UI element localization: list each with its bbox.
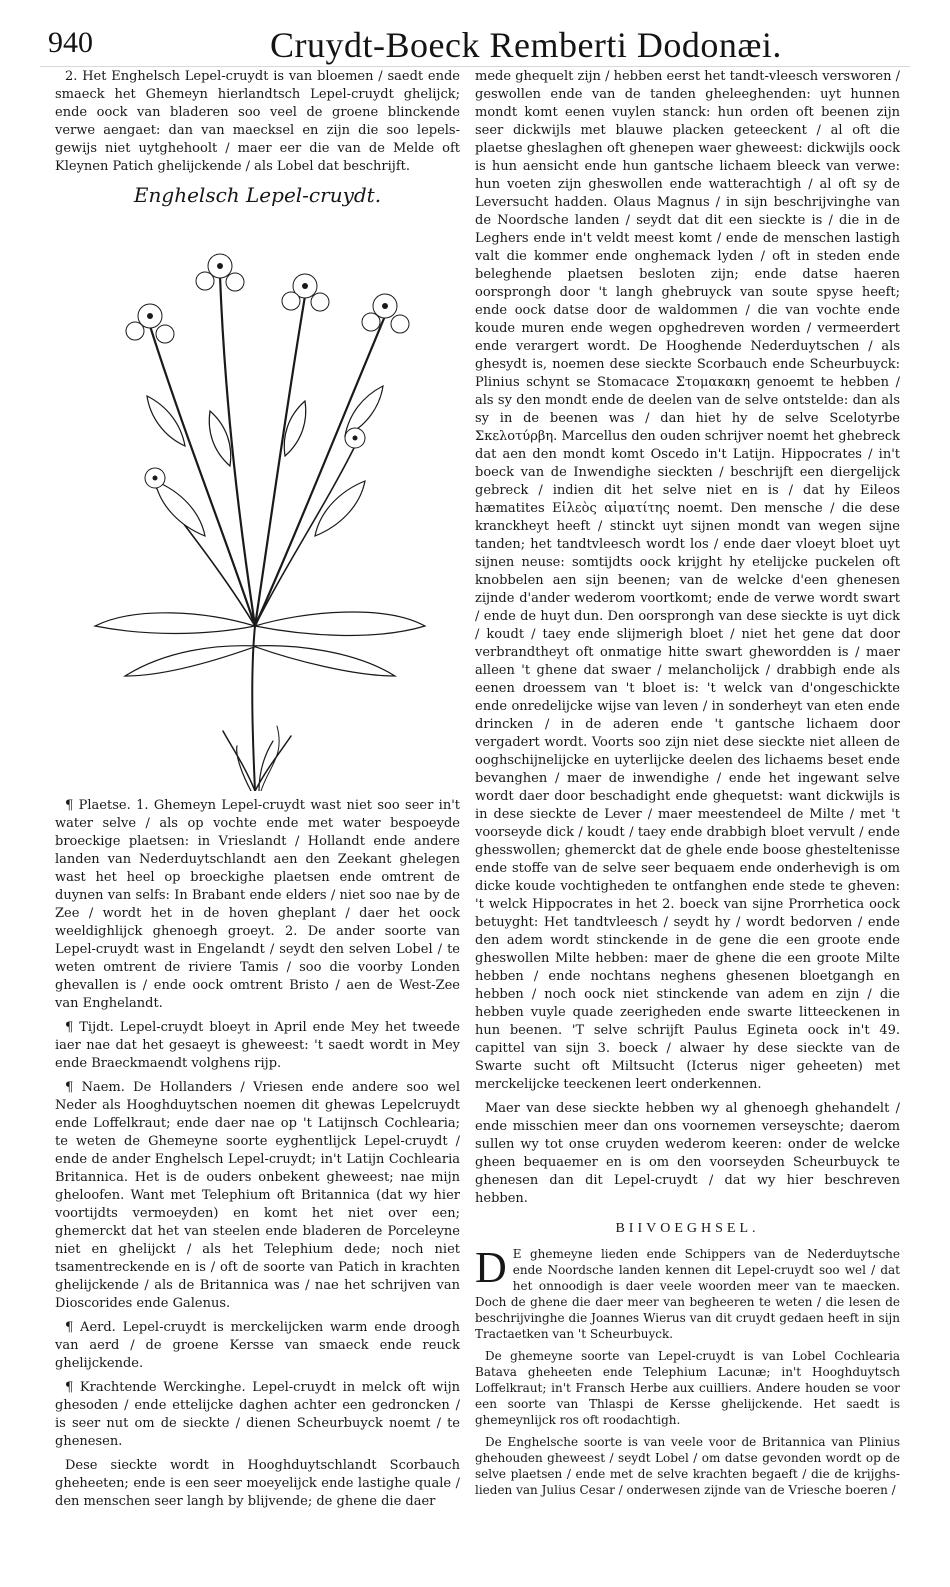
disease-paragraph: Dese sieckte wordt in Hooghduytschlandt Scorbauch gheheeten; ende is een seer moeyelijck ende lastighe quale / den menschen seer langh by blijvende; de ghene die daer — [55, 1458, 460, 1509]
intro-paragraph: 2. Het Enghelsch Lepel-cruydt is van bloemen / saedt ende smaeck het Ghemeyn hierlandtsch Lepel-cruydt ghelijck; ende oock van bladeren soo veel de groene blinckende verwe aengaet: dan van maecksel en zijn die soo lepels-gewijs niet uytghehoolt / maer eer die van de Melde oft Kleynen Patich ghelijckende / als Lobel dat beschrijft. — [55, 69, 460, 174]
drop-cap: D — [475, 1243, 507, 1292]
book-title: Cruydt-Boeck Remberti Dodonæi. — [270, 25, 782, 65]
nature-paragraph: ¶ Aerd. Lepel-cruydt is merckelijcken warm ende droogh van aerd / de groene Kersse van smaeck ende reuck ghelijckende. — [55, 1320, 460, 1371]
addendum-paragraph — [475, 1243, 900, 1342]
running-head — [40, 18, 910, 67]
page-number: 940 — [48, 26, 93, 59]
scurvy-grass-engraving — [55, 206, 460, 791]
virtues-paragraph: ¶ Krachtende Werckinghe. Lepel-cruydt in melck oft wijn ghesoden / ende ettelijcke daghen achter een gedroncken / is seer nut om de sieckte / dienen Scheurbuyck noemt / te ghenesen. — [55, 1380, 460, 1449]
addendum-paragraph: De ghemeyne soorte van Lepel-cruydt is van Lobel Cochlearia Batava gheheeten ende Telephium Lacunæ; in't Hooghduytsch Loffelkraut; in't Fransch Herbe aux cuilliers. Andere houden se voor een soorte van Thlaspi de Kersse ghelijckende. Het saedt is ghemeynlijck ros oft roodachtigh. — [475, 1349, 900, 1427]
addendum-paragraph: De Enghelsche soorte is van veele voor de Britannica van Plinius ghehouden gheweest / seydt Lobel / om datse gevonden wordt op de selve plaetsen / ende met de selve krachten begaeft / die de krijghs-lieden van Julius Cesar / onderwesen zijnde van de Vriesche boeren / — [475, 1435, 900, 1497]
time-paragraph: ¶ Tijdt. Lepel-cruydt bloeyt in April ende Mey het tweede iaer nae dat het gesaeyt is gheweest: 't saedt wordt in Mey ende Braeckmaendt volghens rijp. — [55, 1020, 460, 1071]
addendum-paragraph-text: E ghemeyne lieden ende Schippers van de Nederduytsche ende Noordsche landen kennen dit Lepel-cruydt soo wel / dat het onnoodigh is daer veele woorden meer van te maecken. Doch de ghene die daer meer van begheeren te weten / die lesen de beschrijvinghe die Joannes Wierus van dit cruydt gedaen heeft in sijn Tractaetken van 't Scheurbuyck. — [475, 1247, 900, 1341]
left-column — [55, 68, 460, 1517]
disease-continued-paragraph: mede ghequelt zijn / hebben eerst het tandt-vleesch versworen / geswollen ende van de tanden gheleeghenden: uyt hunnen mondt komt eenen vuylen stanck: hun orden oft beenen zijn seer dickwijls met blauwe placken geteeckent / al oft die plaetse gheslaghen oft ghenepen waer gheweest: dickwijls oock is hun aensicht ende hun gantsche lichaem bleeck van verwe: hun voeten zijn gheswollen ende watterachtigh / al oft sy de Leversucht hadden. Olaus Magnus / in sijn beschrijvinghe van de Noordsche landen / seydt dat dit een sieckte is / die in de Leghers ende in't veldt meest komt / ende de menschen lastigh valt die kommer ende onghemack lyden / oft in steden ende beleghende plaetsen besloten zijn; ende datse haeren oorsprongh door 't langh ghebruyck van soute spyse heeft; ende oock datse door de waldommen / die van vochte ende koude muren ende wegen opghedreven worden / vermeerdert ende verargert wordt. De Hooghende Nederduytschen / als ghesydt is, noemen dese sieckte Scorbauch ende Scheurbuyck: Plinius schynt se Stomacace Στομακακη genoemt te hebben / als sy den mondt ende de deelen van de selve ontstelde: dan als sy in de beenen was / dan hiet hy de selve Scelotyrbe Σκελοτύρβη. Marcellus den ouden schrijver noemt het ghebreck dat aen den mondt komt Oscedo in't Latijn. Hippocrates / in't boeck van de Inwendighe sieckten / beschrijft een diergelijck gebreck / indien dit het selve niet en is / dat hy Eileos hæmatites Εἰλεὸς αἱματίτης noemt. Den mensche / die dese kranckheyt heeft / stinckt uyt sijnen mondt van wegen sijne tanden; het tandtvleesch wordt los / ende daer vloeyt bloet uyt sijnen neuse: somtijdts oock krijght hy etelijcke puckelen oft knobbelen aen sijn beenen; van de welcke d'een ghenesen zijnde d'ander wederom voortkomt; ende de verwe wordt swart / ende de huyt dun. Den oorsprongh van dese sieckte is uyt dick / koudt / taey ende slijmerigh bloet / niet het gene dat door verbrandtheyt oft onmatige hitte swart ghewordden is / maer alleen 't ghene dat swaer / melancholijck / drabbigh ende als eenen droessem van 't bloet is: 't welck van d'ongeschickte ende onredelijcke wijse van leven / in sonderheyt van eten ende drincken / in de aderen ende 't gantsche lichaem door vergadert wordt. Voorts soo zijn niet dese sieckte niet alleen de ooghschijnelijcke en uyterlijcke deelen des lichaems beset ende bevanghen / maer de inwendighe / ende het ingewant selve wordt daer door beschadight ende ghequetst: want dickwijls is in dese sieckte de Lever / maer meestendeel de Milte / met 't voorseyde dick / koudt / taey ende drabbigh bloet vervult / ende ghesswollen; ghemerckt dat de ghele ende boose ghesteltenisse ende stoffe van de selve seer bequaem ende onderhevigh is om dicke koude vochtigheden te ontfanghen ende stede te gheven: 't welck Hippocrates in het 2. boeck van sijne Prorrhetica oock betuyght: Het tandtvleesch / seydt hy / wordt bedorven / ende den adem wordt stinckende in de gene die een groote ende gheswollen Milte hebben: maer de ghene die een groote Milte hebben / ende nochtans neghens ghesenen bloetgangh en hebben / noch oock niet stinckende van adem en zijn / die hebben vuyle quade zeerigheden ende swarte litteeckenen in hun beenen. 'T selve schrijft Paulus Egineta oock in't 49. capittel van sijn 3. boeck / alwaer hy dese sieckte van de Swarte sucht oft Miltsucht (Icterus niger geheeten) met merckelijcke teeckenen leert onderkennen. — [475, 69, 900, 1092]
place-paragraph: ¶ Plaetse. 1. Ghemeyn Lepel-cruydt wast niet soo seer in't water selve / als op vochte ende met water bespoeyde broeckige plaetsen: in Vrieslandt / Hollandt ende andere landen van Nederduytschlandt aen den Zeekant ghelegen wast het heel op broeckighe plaetsen ende omtrent de duynen van selfs: In Brabant ende elders / niet soo nae by de Zee / wordt het in de hoven gheplant / daer het oock weeldighlijck ghenoegh groeyt. 2. De ander soorte van Lepel-cruydt wast in Engelandt / seydt den selven Lobel / te weten omtrent de riviere Tamis / soo die voorby Londen ghevallen is / ende oock omtrent Bristo / aen de West-Zee van Enghelandt. — [55, 798, 460, 1011]
figure-caption: Enghelsch Lepel-cruydt. — [133, 183, 382, 207]
conclusion-paragraph: Maer van dese sieckte hebben wy al ghenoegh ghehandelt / ende misschien meer dan ons voornemen verseyschte; daerom sullen wy tot onse cruyden wederom keeren: onder de welcke gheen bequaemer en is om den voorseyden Scheurbuyck te ghenesen dan dit Lepel-cruydt / dat wy hier beschreven hebben. — [475, 1101, 900, 1206]
addendum-heading: BIIVOEGHSEL. — [615, 1221, 760, 1236]
plant-illustration — [55, 206, 460, 791]
name-paragraph: ¶ Naem. De Hollanders / Vriesen ende andere soo wel Neder als Hooghduytschen noemen dit ghewas Lepelcruydt ende Loffelkraut; ende daer nae op 't Latijnsch Cochlearia; te weten de Ghemeyne soorte eyghentlijck Lepel-cruydt / ende de ander Enghelsch Lepel-cruydt; in't Latijn Cochlearia Britannica. Het is de ouders onbekent gheweest; nae mijn gheloofen. Want met Telephium oft Britannica (dat wy hier voortijdts vermoeyden) en komt het niet over een; ghemerckt dat het van steelen ende bladeren de Porceleyne niet en ghelijckt / als het Telephium dede; noch niet tsamentreckende en is / oft de soorte van Patich in krachten ghelijckende / als de Britannica was / nae het schrijven van Dioscorides ende Galenus. — [55, 1080, 460, 1311]
right-column — [475, 68, 900, 1504]
